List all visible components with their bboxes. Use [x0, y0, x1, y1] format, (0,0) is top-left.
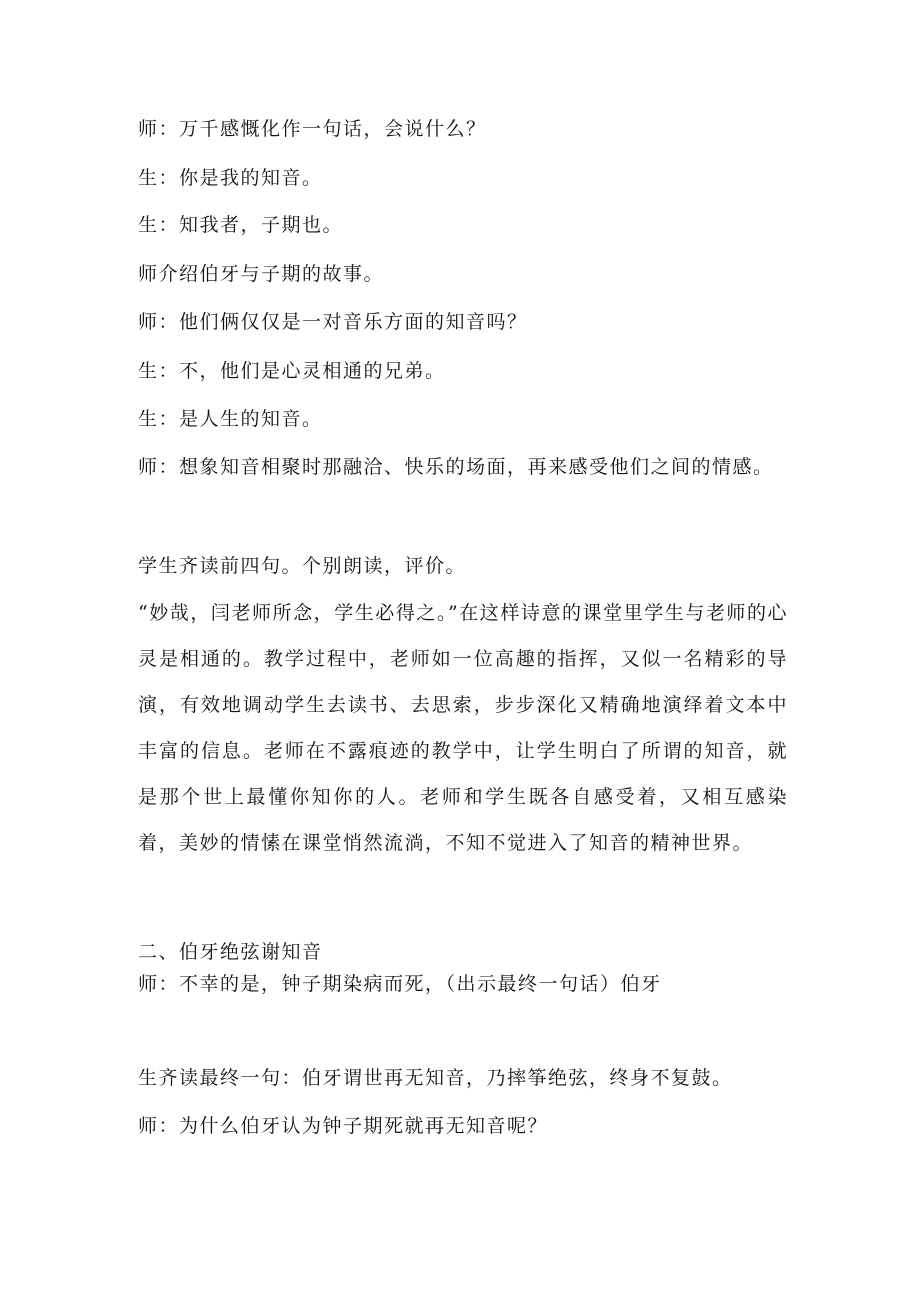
dialogue-line-3: 生：知我者，子期也。 — [138, 214, 344, 236]
section-heading: 二、伯牙绝弦谢知音 — [138, 941, 323, 963]
final-read-line: 生齐读最终一句：伯牙谓世再无知音，乃摔筝绝弦，终身不复鼓。 — [138, 1067, 733, 1089]
commentary-paragraph: “妙哉，闫老师所念，学生必得之。”在这样诗意的课堂里学生与老师的心灵是相通的。教学过程中，老师如一位高趣的指挥，又似一名精彩的导演，有效地调动学生去读书、去思索，步步深化又精确地演绎着文本中丰富的信息。老师在不露痕迹的教学中，让学生明白了所谓的知音，就是那个世上最懂你知你的人。老师和学生既各自感受着，又相互感染着，美妙的情愫在课堂悄然流淌，不知不觉进入了知音的精神世界。 — [138, 602, 788, 854]
imagine-paragraph: 师：想象知音相聚时那融洽、快乐的场面，再来感受他们之间的情感。 — [138, 456, 774, 478]
question-line: 师：为什么伯牙认为钟子期死就再无知音呢？ — [138, 1115, 549, 1137]
dialogue-line-6: 生：不，他们是心灵相通的兄弟。 — [138, 360, 446, 382]
dialogue-line-7: 生：是人生的知音。 — [138, 408, 323, 430]
dialogue-line-1: 师：万千感慨化作一句话，会说什么？ — [138, 118, 487, 140]
reading-line: 学生齐读前四句。个别朗读，评价。 — [138, 555, 467, 577]
dialogue-line-2: 生：你是我的知音。 — [138, 167, 323, 189]
dialogue-line-4: 师介绍伯牙与子期的故事。 — [138, 263, 385, 285]
dialogue-line-5: 师：他们俩仅仅是一对音乐方面的知音吗？ — [138, 311, 528, 333]
misfortune-line: 师：不幸的是，钟子期染病而死，（出示最终一句话）伯牙 — [138, 973, 662, 995]
